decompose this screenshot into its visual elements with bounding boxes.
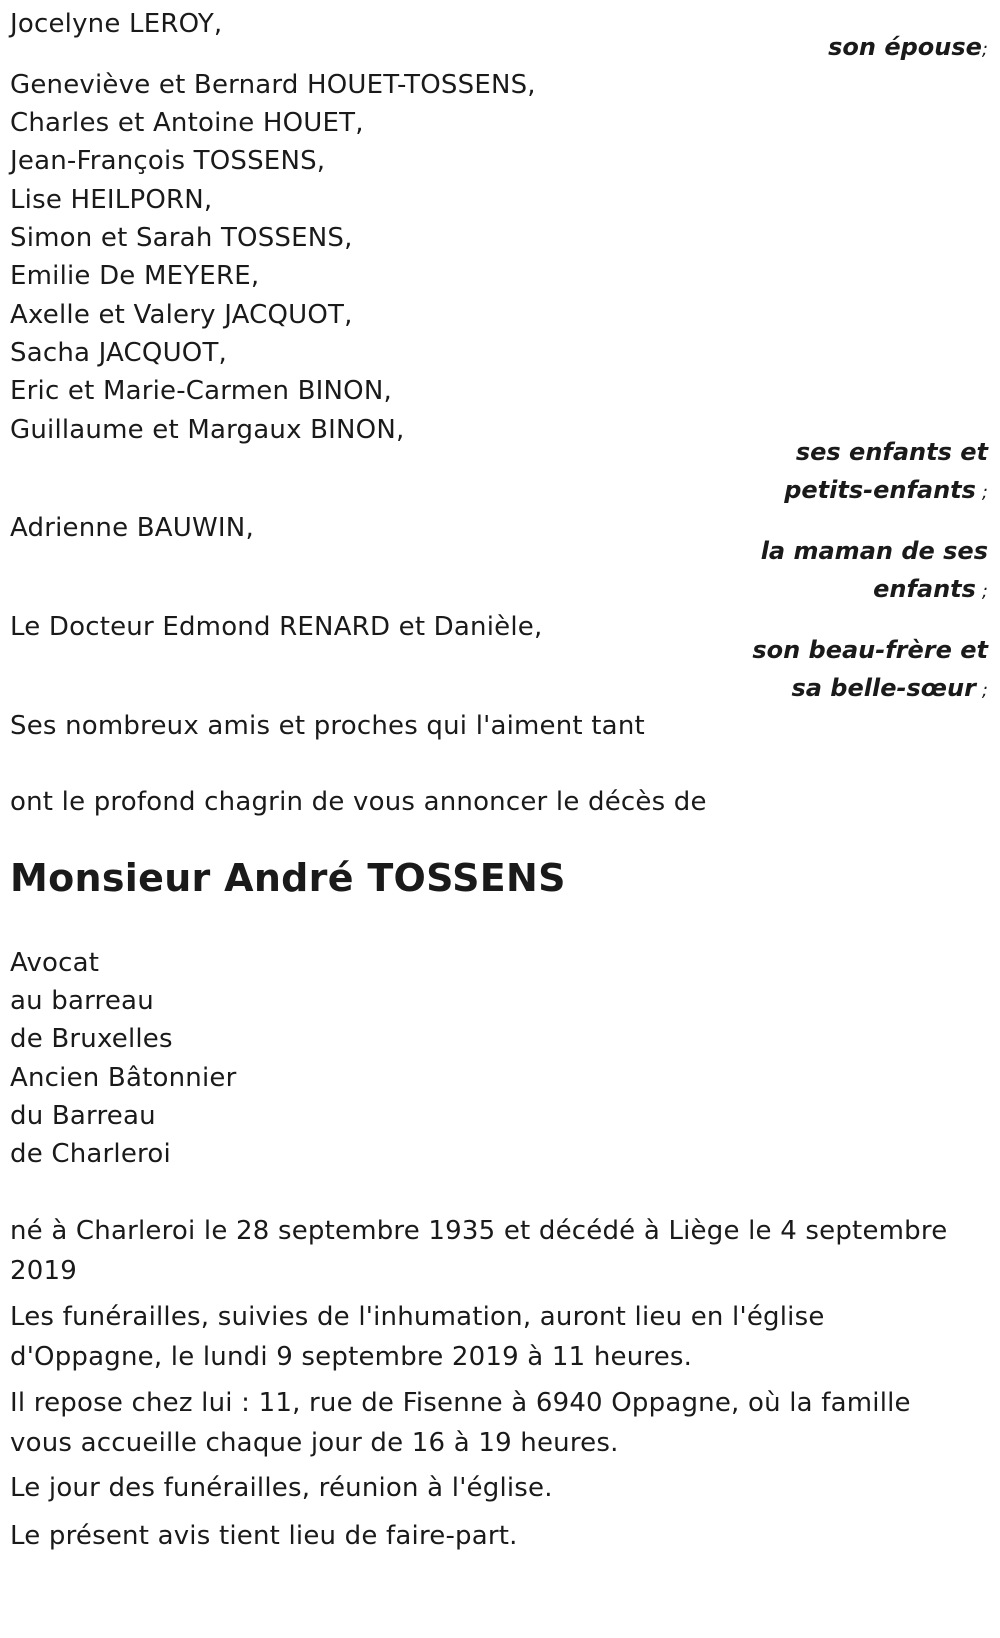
notice-paragraph: Le présent avis tient lieu de faire-part.	[10, 1521, 518, 1551]
birth-death-paragraph: né à Charleroi le 28 septembre 1935 et décédé à Liège le 4 septembre 2019	[10, 1216, 948, 1286]
children-role-punct: ;	[981, 482, 988, 503]
mother-role-line2	[873, 569, 988, 612]
friends-line: Ses nombreux amis et proches qui l'aiment tant	[10, 711, 645, 741]
inlaws-name: Le Docteur Edmond RENARD et Danièle,	[10, 612, 543, 642]
family-member: Guillaume et Margaux BINON,	[10, 415, 405, 445]
family-member: Eric et Marie-Carmen BINON,	[10, 376, 392, 406]
family-member: Geneviève et Bernard HOUET-TOSSENS,	[10, 70, 536, 100]
family-member: Sacha JACQUOT,	[10, 338, 228, 368]
deceased-name: Monsieur André TOSSENS	[10, 856, 566, 900]
children-role-text: petits-enfants	[784, 476, 976, 504]
spouse-role-text: son épouse	[828, 33, 982, 61]
mother-name: Adrienne BAUWIN,	[10, 513, 254, 543]
family-member: Simon et Sarah TOSSENS,	[10, 223, 353, 253]
title-line: de Charleroi	[10, 1139, 171, 1169]
title-line: Ancien Bâtonnier	[10, 1063, 237, 1093]
family-member: Charles et Antoine HOUET,	[10, 108, 364, 138]
mother-role-text: enfants	[873, 575, 976, 603]
inlaws-role-text: sa belle-sœur	[791, 674, 976, 702]
family-member: Jean-François TOSSENS,	[10, 146, 326, 176]
repose-paragraph: Il repose chez lui : 11, rue de Fisenne à 6940 Oppagne, où la famille vous accueille chaque jour de 16 à 19 heures.	[10, 1388, 911, 1458]
spouse-name: Jocelyne LEROY,	[10, 9, 223, 39]
spouse-role-punct: ;	[981, 39, 988, 60]
title-line: Avocat	[10, 948, 100, 978]
spouse-role	[828, 27, 988, 70]
mother-role-line1: la maman de ses	[760, 537, 988, 565]
children-role-line2	[784, 470, 988, 513]
mother-role-punct: ;	[981, 581, 988, 602]
reunion-paragraph: Le jour des funérailles, réunion à l'église.	[10, 1473, 553, 1503]
inlaws-role-line2	[791, 668, 988, 711]
funeral-paragraph: Les funérailles, suivies de l'inhumation, auront lieu en l'église d'Oppagne, le lundi 9 septembre 2019 à 11 heures.	[10, 1302, 825, 1372]
family-member: Axelle et Valery JACQUOT,	[10, 300, 353, 330]
title-line: de Bruxelles	[10, 1024, 173, 1054]
announcement-line: ont le profond chagrin de vous annoncer le décès de	[10, 787, 707, 817]
inlaws-role-line1: son beau-frère et	[752, 636, 988, 664]
children-role-line1: ses enfants et	[795, 438, 988, 466]
title-line: au barreau	[10, 986, 154, 1016]
family-member: Emilie De MEYERE,	[10, 261, 260, 291]
family-member: Lise HEILPORN,	[10, 185, 213, 215]
inlaws-role-punct: ;	[981, 680, 988, 701]
title-line: du Barreau	[10, 1101, 156, 1131]
